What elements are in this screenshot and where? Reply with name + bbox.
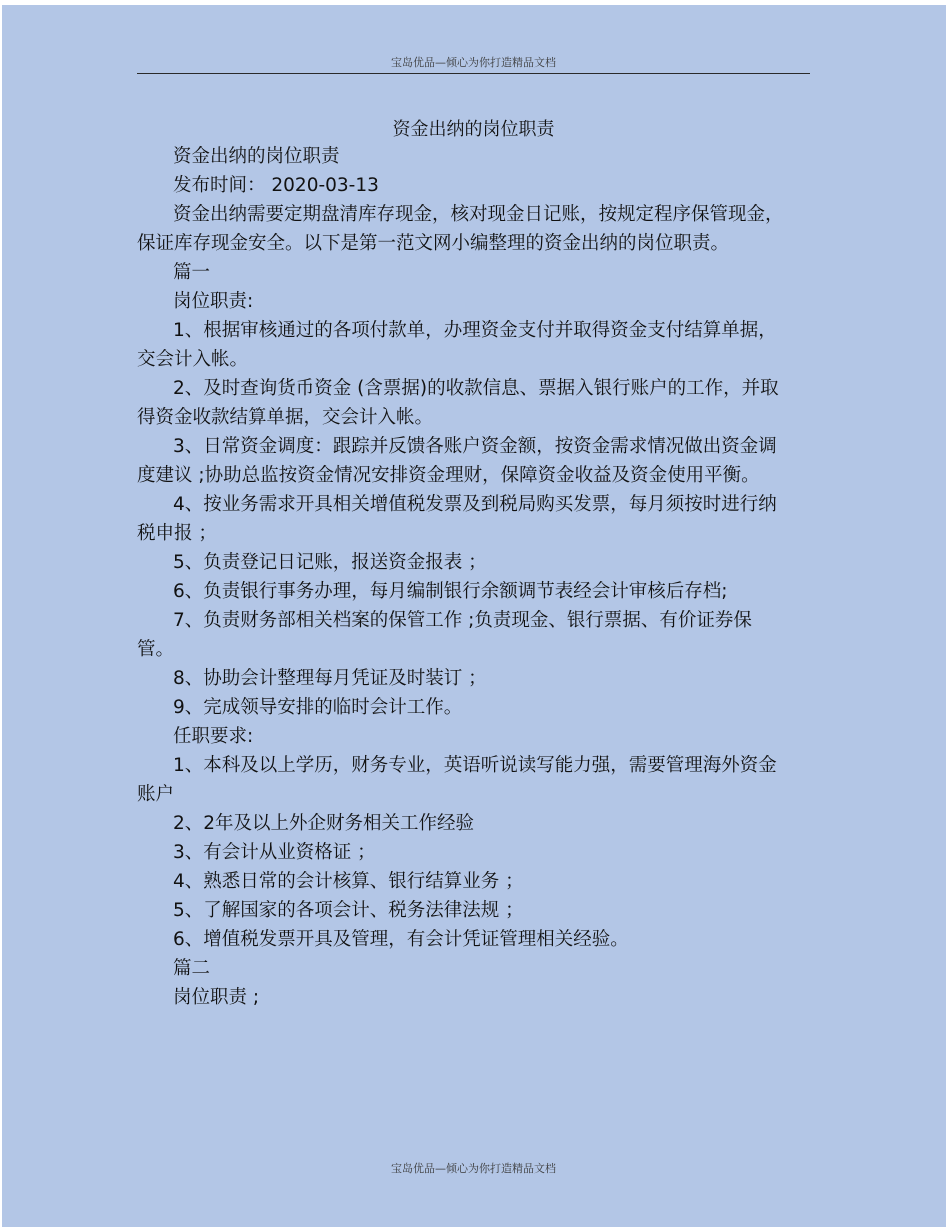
list-item: 9、完成领导安排的临时会计工作。 — [173, 697, 463, 718]
list-item: 1、本科及以上学历，财务专业，英语听说读写能力强，需要管理海外资金账户 — [137, 755, 777, 805]
publish-date: 发布时间： 2020-03-13 — [173, 175, 379, 196]
subheading: 岗位职责 ; — [173, 987, 260, 1008]
list-item: 6、负责银行事务办理，每月编制银行余额调节表经会计审核后存档; — [173, 581, 728, 602]
paragraph: 资金出纳的岗位职责 — [173, 146, 340, 167]
section-heading: 篇一 — [173, 262, 211, 283]
list-item: 3、日常资金调度：跟踪并反馈各账户资金额，按资金需求情况做出资金调度建议 ;协助总监按资金情况安排资金理财，保障资金收益及资金使用平衡。 — [137, 436, 777, 486]
list-item: 7、负责财务部相关档案的保管工作 ;负责现金、银行票据、有价证券保管。 — [137, 610, 752, 660]
page-header: 宝岛优品—倾心为你打造精品文档 — [391, 56, 556, 69]
list-item: 1、根据审核通过的各项付款单，办理资金支付并取得资金支付结算单据，交会计入帐。 — [137, 320, 777, 370]
header-divider — [137, 73, 810, 74]
subheading: 任职要求: — [173, 726, 254, 747]
section-heading: 篇二 — [173, 958, 211, 979]
list-item: 6、增值税发票开具及管理，有会计凭证管理相关经验。 — [173, 929, 629, 950]
paragraph: 资金出纳需要定期盘清库存现金，核对现金日记账，按规定程序保管现金，保证库存现金安全。以下是第一范文网小编整理的资金出纳的岗位职责。 — [137, 204, 784, 254]
list-item: 2、及时查询货币资金 (含票据)的收款信息、票据入银行账户的工作，并取得资金收款结算单据，交会计入帐。 — [137, 378, 779, 428]
list-item: 4、熟悉日常的会计核算、银行结算业务 ； — [173, 871, 524, 892]
page-footer: 宝岛优品—倾心为你打造精品文档 — [391, 1162, 556, 1175]
list-item: 5、了解国家的各项会计、税务法律法规 ； — [173, 900, 524, 921]
list-item: 5、负责登记日记账，报送资金报表 ； — [173, 552, 487, 573]
list-item: 2、2年及以上外企财务相关工作经验 — [173, 813, 475, 834]
list-item: 3、有会计从业资格证 ； — [173, 842, 376, 863]
list-item: 8、协助会计整理每月凭证及时装订 ； — [173, 668, 487, 689]
document-body — [137, 142, 787, 1012]
list-item: 4、按业务需求开具相关增值税发票及到税局购买发票，每月须按时进行纳税申报 ； — [137, 494, 777, 544]
document-title: 资金出纳的岗位职责 — [392, 119, 555, 140]
subheading: 岗位职责: — [173, 291, 254, 312]
